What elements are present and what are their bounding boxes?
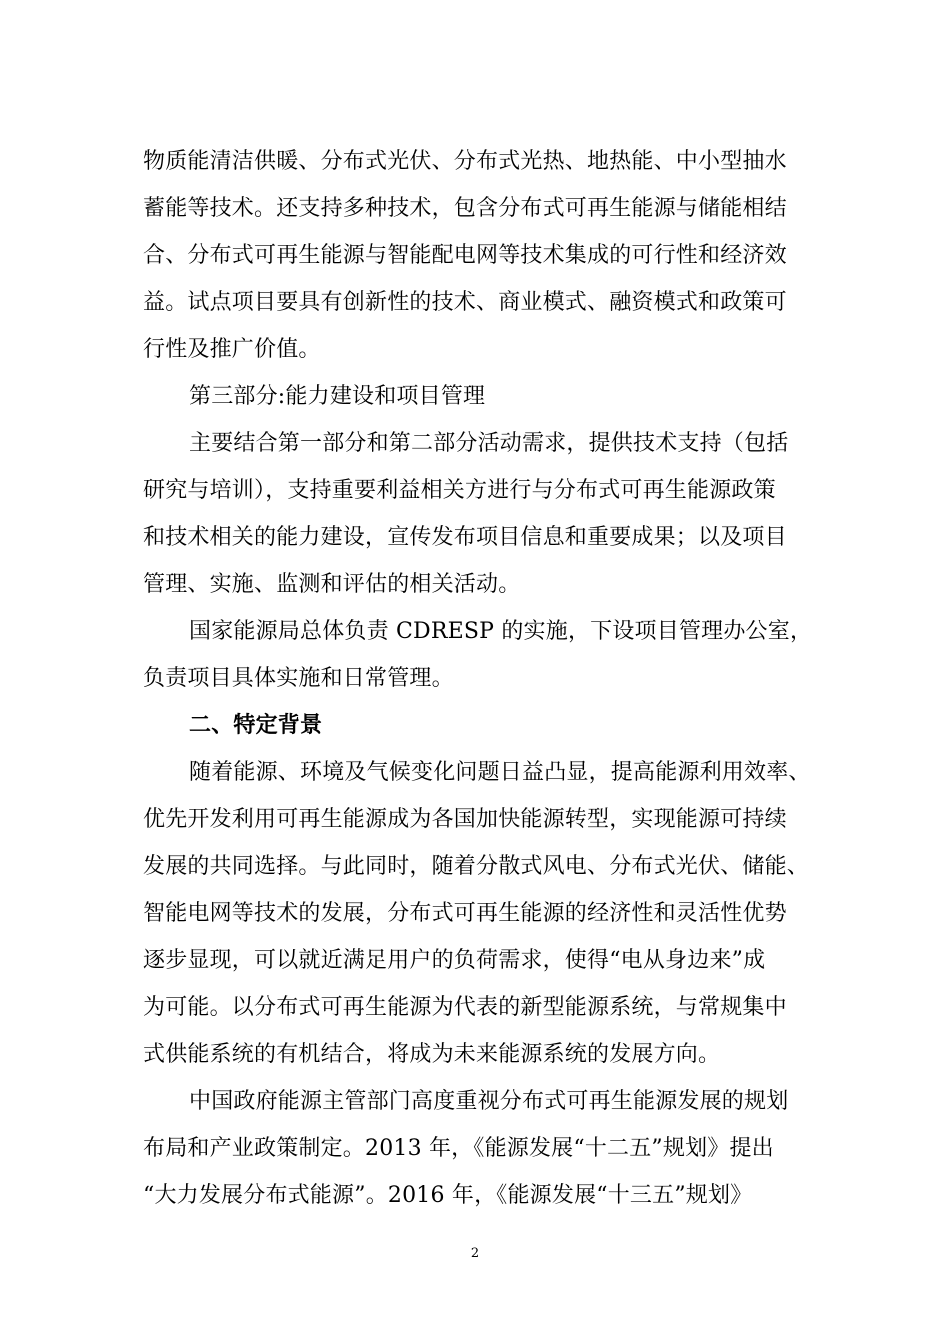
paragraph-line: 国家能源局总体负责 CDRESP 的实施，下设项目管理办公室， [189,619,813,644]
paragraph-line: 益。试点项目要具有创新性的技术、商业模式、融资模式和政策可 [143,290,787,315]
paragraph-line: 研究与培训），支持重要利益相关方进行与分布式可再生能源政策 [143,478,776,503]
paragraph-line: 式供能系统的有机结合，将成为未来能源系统的发展方向。 [143,1042,721,1067]
paragraph-line: 布局和产业政策制定。2013 年，《能源发展“十二五”规划》提出 [143,1136,774,1161]
paragraph-line: 发展的共同选择。与此同时，随着分散式风电、分布式光伏、储能、 [143,854,810,879]
paragraph-line: 蓄能等技术。还支持多种技术，包含分布式可再生能源与储能相结 [143,196,787,221]
paragraph-line: “大力发展分布式能源”。2016 年，《能源发展“十三五”规划》 [143,1183,753,1208]
paragraph-line: 物质能清洁供暖、分布式光伏、分布式光热、地热能、中小型抽水 [143,149,787,174]
paragraph-line: 管理、实施、监测和评估的相关活动。 [143,572,521,597]
paragraph-line: 合、分布式可再生能源与智能配电网等技术集成的可行性和经济效 [143,243,787,268]
section-heading: 二、特定背景 [189,712,323,738]
document-body [143,138,813,1219]
paragraph-line: 优先开发利用可再生能源成为各国加快能源转型，实现能源可持续 [143,807,787,832]
paragraph-line: 中国政府能源主管部门高度重视分布式可再生能源发展的规划 [189,1089,789,1114]
paragraph-line: 主要结合第一部分和第二部分活动需求，提供技术支持（包括 [189,431,789,456]
paragraph-line: 为可能。以分布式可再生能源为代表的新型能源系统，与常规集中 [143,995,787,1020]
page-number: 2 [470,1246,480,1261]
paragraph-line: 随着能源、环境及气候变化问题日益凸显，提高能源利用效率、 [189,760,811,785]
paragraph-line: 智能电网等技术的发展，分布式可再生能源的经济性和灵活性优势 [143,901,787,926]
paragraph-line: 和技术相关的能力建设，宣传发布项目信息和重要成果；以及项目 [143,525,787,550]
paragraph-line: 行性及推广价值。 [143,337,321,362]
paragraph-line: 逐步显现，可以就近满足用户的负荷需求，使得“电从身边来”成 [143,948,766,973]
paragraph-line: 负责项目具体实施和日常管理。 [143,666,454,691]
section-line: 第三部分:能力建设和项目管理 [189,384,486,409]
